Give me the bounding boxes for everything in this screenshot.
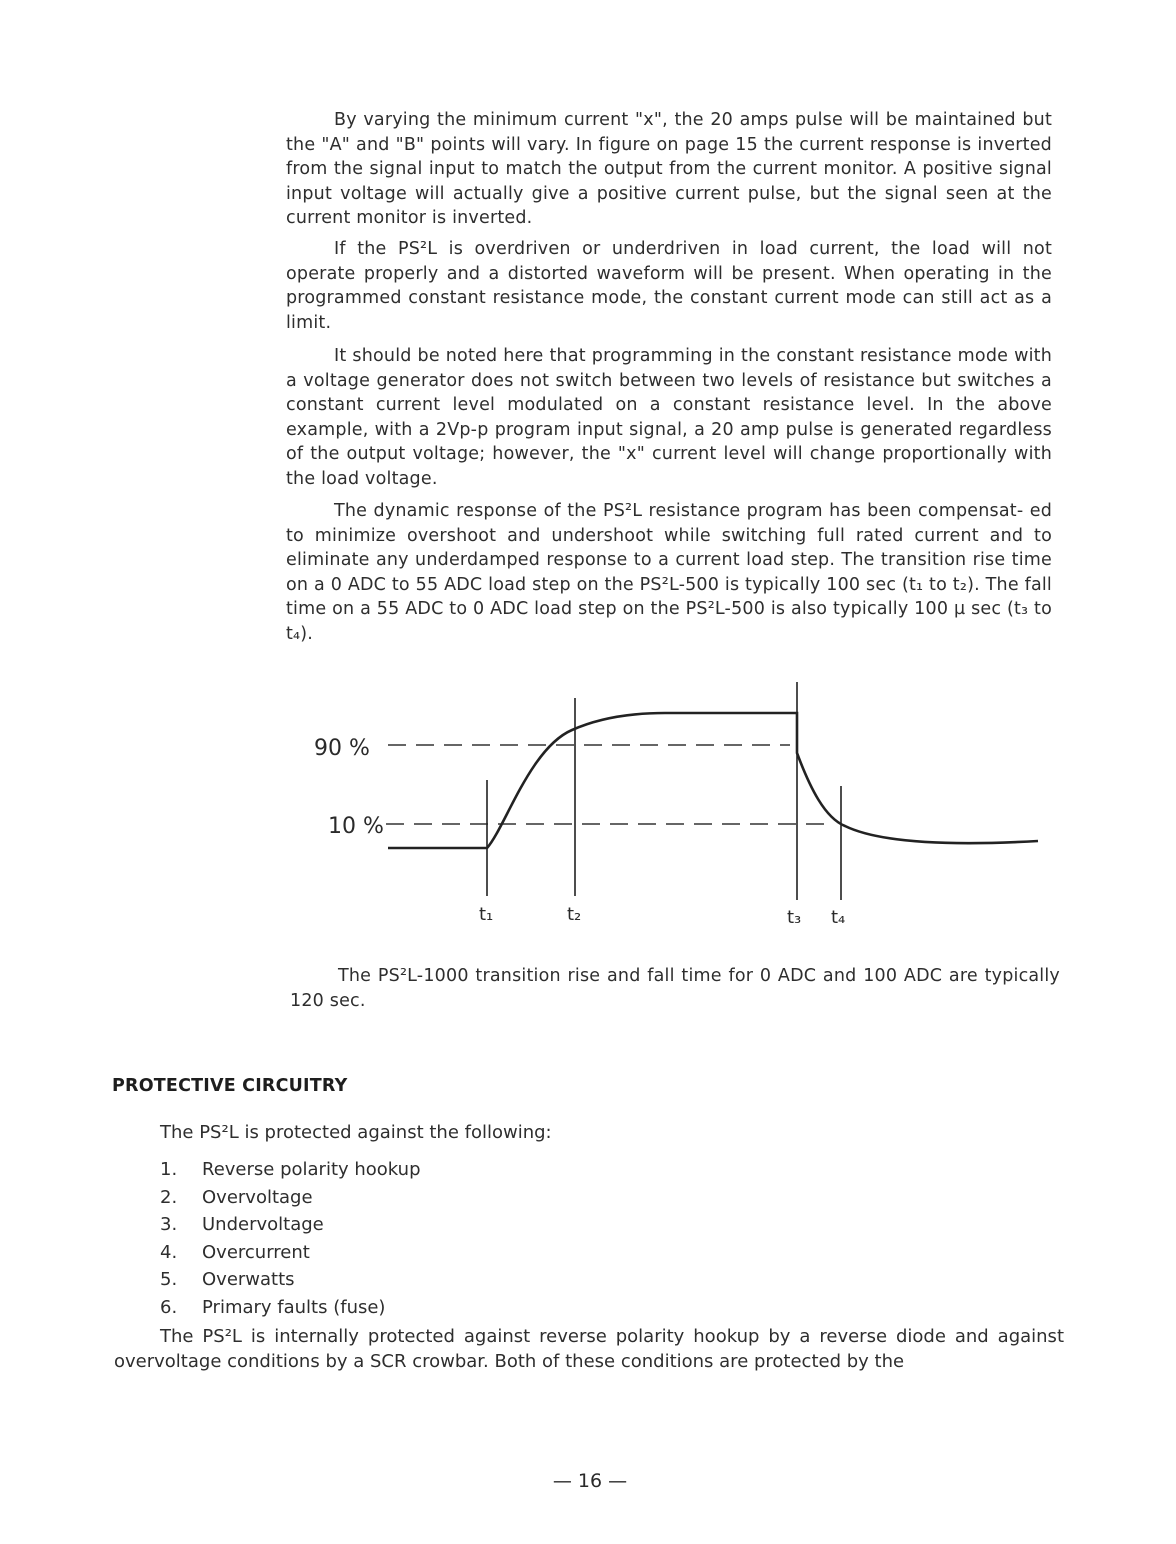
list-item-number: 3.	[160, 1214, 178, 1235]
paragraph-overdriven: If the PS²L is overdriven or underdriven in load current, the load will not operate properly and a distorted waveform will be present. When operating in the programmed constant resistance mode, the constant current mode can still act as a limit.	[286, 239, 1052, 333]
list-item-label: Undervoltage	[202, 1214, 324, 1235]
list-item-number: 4.	[160, 1241, 178, 1263]
list-item	[160, 1266, 421, 1294]
page-number: — 16 —	[552, 1470, 628, 1492]
label-t4: t₄	[831, 907, 846, 928]
list-item	[160, 1184, 421, 1212]
list-item-number: 6.	[160, 1296, 178, 1318]
list-item-label: Reverse polarity hookup	[202, 1159, 421, 1180]
section-heading: PROTECTIVE CIRCUITRY	[112, 1076, 348, 1096]
list-item	[160, 1239, 421, 1267]
paragraph-internal-protection: The PS²L is internally protected against reverse polarity hookup by a reverse diode and against overvoltage conditions by a SCR crowbar. Both of these conditions are protected by the	[114, 1326, 1064, 1372]
list-item-number: 1.	[160, 1159, 178, 1180]
list-item	[160, 1156, 421, 1184]
list-item-label: Overwatts	[202, 1269, 295, 1290]
list-item-label: Overvoltage	[202, 1186, 313, 1208]
label-t2: t₂	[567, 904, 582, 925]
list-item	[160, 1211, 421, 1239]
protection-list	[160, 1156, 421, 1321]
list-item-number: 2.	[160, 1186, 178, 1208]
section-intro: The PS²L is protected against the following:	[160, 1122, 552, 1143]
label-t1: t₁	[479, 904, 494, 925]
list-item-label: Overcurrent	[202, 1241, 310, 1263]
current-waveform	[388, 713, 1038, 848]
paragraph-varying-current: By varying the minimum current "x", the 20 amps pulse will be maintained but the "A" and "B" points will vary. In figure on page 15 the current response is inverted from the signal input to match the output from the current monitor. A positive signal input voltage will actually give a positive current pulse, but the signal seen at the current monitor is inverted.	[286, 110, 1052, 228]
list-item-number: 5.	[160, 1269, 178, 1290]
label-t3: t₃	[787, 907, 802, 928]
label-90-percent: 90 %	[314, 736, 370, 761]
paragraph-ps2l-1000-timing: The PS²L-1000 transition rise and fall time for 0 ADC and 100 ADC are typically 120 sec.	[290, 966, 1060, 1011]
transition-time-diagram	[300, 678, 1060, 928]
label-10-percent: 10 %	[328, 814, 384, 839]
paragraph-voltage-generator: It should be noted here that programming in the constant resistance mode with a voltage generator does not switch between two levels of resistance but switches a constant current level modulated on a constant resistance level. In the above example, with a 2Vp-p program input signal, a 20 amp pulse is generated regardless of the output voltage; however, the "x" current level will change proportionally with the load voltage.	[286, 346, 1052, 489]
list-item	[160, 1294, 421, 1322]
paragraph-dynamic-response: The dynamic response of the PS²L resistance program has been compensat- ed to minimize overshoot and undershoot while switching full rated current and to eliminate any underdamped response to a current load step. The transition rise time on a 0 ADC to 55 ADC load step on the PS²L-500 is typically 100 sec (t₁ to t₂). The fall time on a 55 ADC to 0 ADC load step on the PS²L-500 is also typically 100 µ sec (t₃ to t₄).	[286, 501, 1052, 644]
list-item-label: Primary faults (fuse)	[202, 1296, 386, 1318]
